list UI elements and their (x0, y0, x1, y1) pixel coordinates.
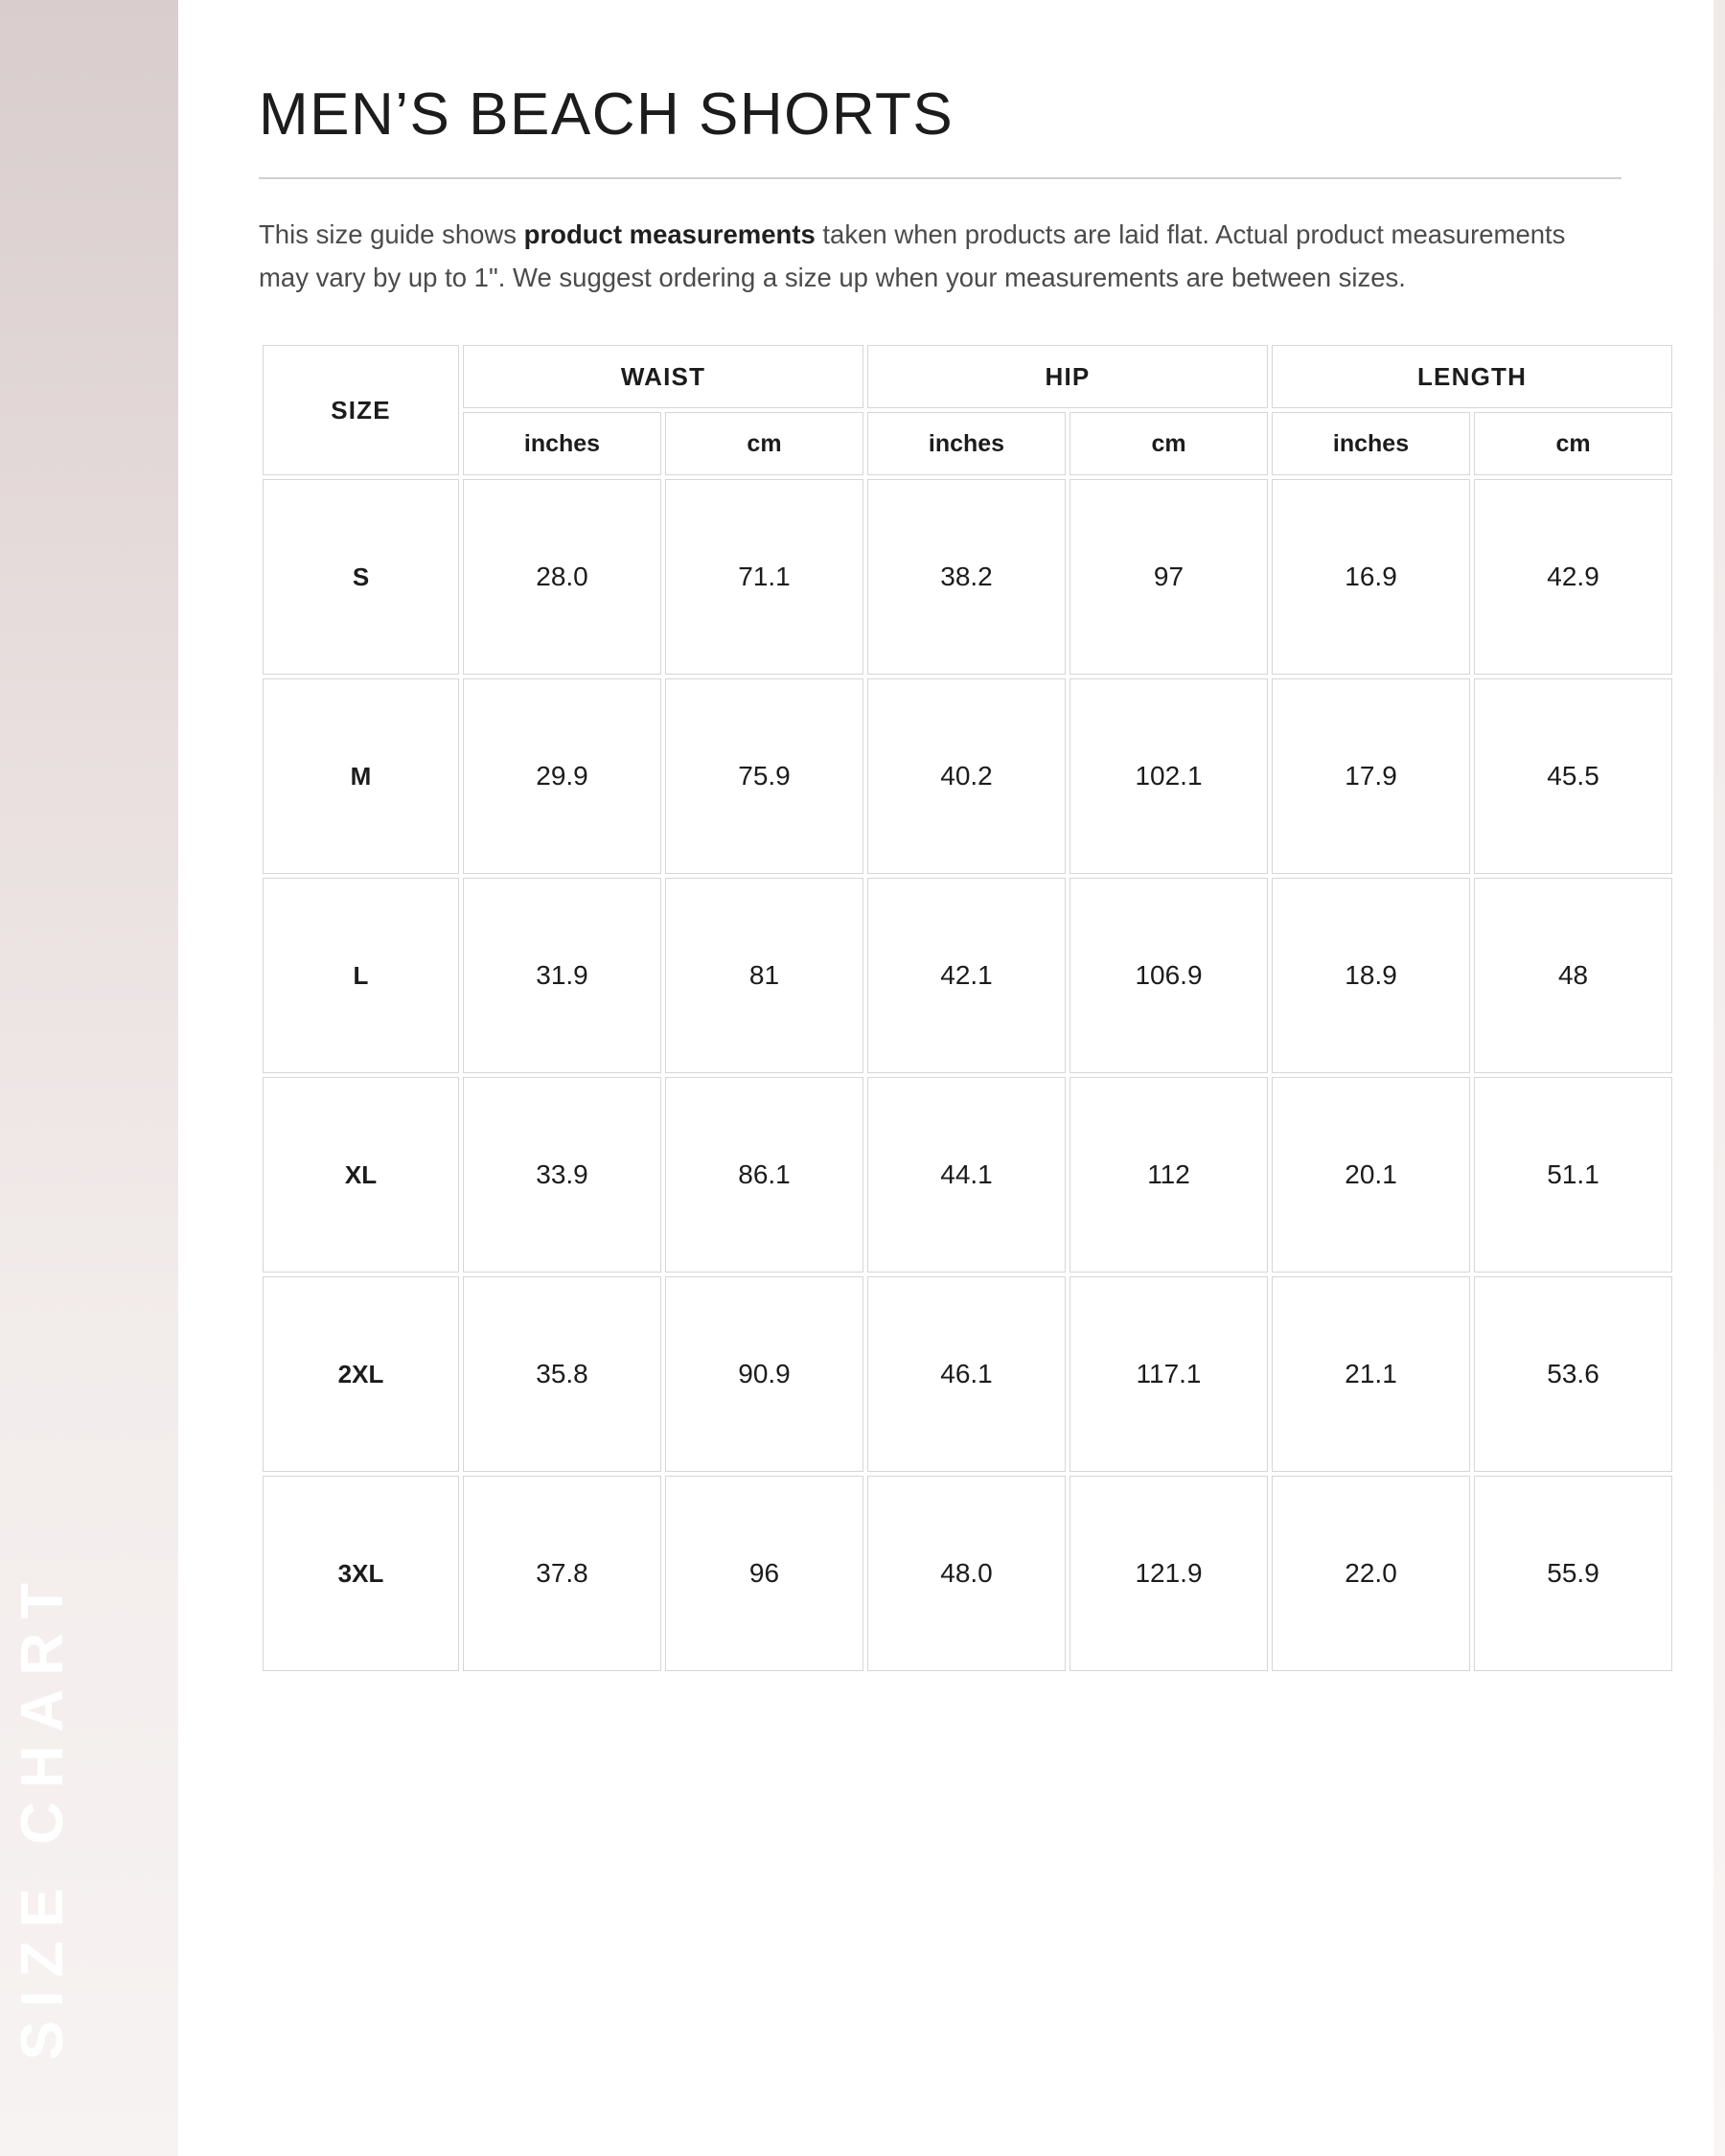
cell-size: L (263, 878, 459, 1073)
cell-hip-inches: 42.1 (867, 878, 1066, 1073)
size-table (259, 341, 1676, 1675)
title-divider (259, 177, 1622, 179)
cell-waist-inches: 35.8 (463, 1276, 661, 1472)
table-row (263, 678, 1672, 874)
cell-waist-inches: 28.0 (463, 479, 661, 675)
header-waist-cm: cm (665, 412, 863, 475)
intro-text-part2: taken when products are laid flat. Actual product measurements may vary by up to 1". We suggest ordering a size up when your measurements are between sizes. (259, 219, 1566, 292)
intro-paragraph (259, 214, 1622, 299)
cell-length-cm: 42.9 (1474, 479, 1672, 675)
cell-length-cm: 45.5 (1474, 678, 1672, 874)
table-row (263, 878, 1672, 1073)
cell-size: 3XL (263, 1476, 459, 1671)
header-length-cm: cm (1474, 412, 1672, 475)
intro-text-bold: product measurements (523, 219, 816, 250)
cell-waist-cm: 75.9 (665, 678, 863, 874)
header-size: SIZE (263, 345, 459, 475)
header-group-hip: HIP (867, 345, 1268, 408)
cell-waist-inches: 31.9 (463, 878, 661, 1073)
right-edge-decoration (1714, 0, 1725, 2156)
page-title: MEN’S BEACH SHORTS (259, 81, 954, 148)
cell-waist-cm: 71.1 (665, 479, 863, 675)
header-length-inches: inches (1272, 412, 1470, 475)
header-waist-inches: inches (463, 412, 661, 475)
cell-length-inches: 22.0 (1272, 1476, 1470, 1671)
side-band-label-wrap (10, 1332, 167, 2099)
cell-length-cm: 51.1 (1474, 1077, 1672, 1273)
content-card (178, 21, 1702, 2135)
cell-length-cm: 55.9 (1474, 1476, 1672, 1671)
header-group-waist: WAIST (463, 345, 863, 408)
cell-length-cm: 53.6 (1474, 1276, 1672, 1472)
cell-length-inches: 21.1 (1272, 1276, 1470, 1472)
table-unit-header-row (263, 412, 1672, 475)
cell-hip-inches: 46.1 (867, 1276, 1066, 1472)
cell-waist-cm: 96 (665, 1476, 863, 1671)
cell-waist-inches: 33.9 (463, 1077, 661, 1273)
cell-size: XL (263, 1077, 459, 1273)
cell-hip-inches: 38.2 (867, 479, 1066, 675)
cell-waist-inches: 37.8 (463, 1476, 661, 1671)
intro-text-part1: This size guide shows (259, 219, 524, 250)
table-row (263, 479, 1672, 675)
header-group-length: LENGTH (1272, 345, 1672, 408)
cell-length-inches: 18.9 (1272, 878, 1470, 1073)
cell-waist-inches: 29.9 (463, 678, 661, 874)
table-body (263, 479, 1672, 1671)
cell-waist-cm: 90.9 (665, 1276, 863, 1472)
cell-waist-cm: 81 (665, 878, 863, 1073)
cell-length-inches: 20.1 (1272, 1077, 1470, 1273)
side-band-label: SIZE CHART (10, 1570, 76, 2060)
cell-waist-cm: 86.1 (665, 1077, 863, 1273)
cell-hip-cm: 102.1 (1070, 678, 1268, 874)
side-band (0, 0, 178, 2156)
table-row (263, 1476, 1672, 1671)
table-group-header-row (263, 345, 1672, 408)
table-header (263, 345, 1672, 475)
cell-hip-cm: 117.1 (1070, 1276, 1268, 1472)
cell-hip-cm: 112 (1070, 1077, 1268, 1273)
cell-size: M (263, 678, 459, 874)
cell-hip-cm: 106.9 (1070, 878, 1268, 1073)
cell-hip-inches: 44.1 (867, 1077, 1066, 1273)
table-row (263, 1077, 1672, 1273)
cell-size: S (263, 479, 459, 675)
cell-hip-cm: 121.9 (1070, 1476, 1268, 1671)
cell-length-cm: 48 (1474, 878, 1672, 1073)
header-hip-cm: cm (1070, 412, 1268, 475)
cell-length-inches: 17.9 (1272, 678, 1470, 874)
table-row (263, 1276, 1672, 1472)
cell-length-inches: 16.9 (1272, 479, 1470, 675)
cell-hip-inches: 48.0 (867, 1476, 1066, 1671)
cell-size: 2XL (263, 1276, 459, 1472)
cell-hip-cm: 97 (1070, 479, 1268, 675)
cell-hip-inches: 40.2 (867, 678, 1066, 874)
header-hip-inches: inches (867, 412, 1066, 475)
